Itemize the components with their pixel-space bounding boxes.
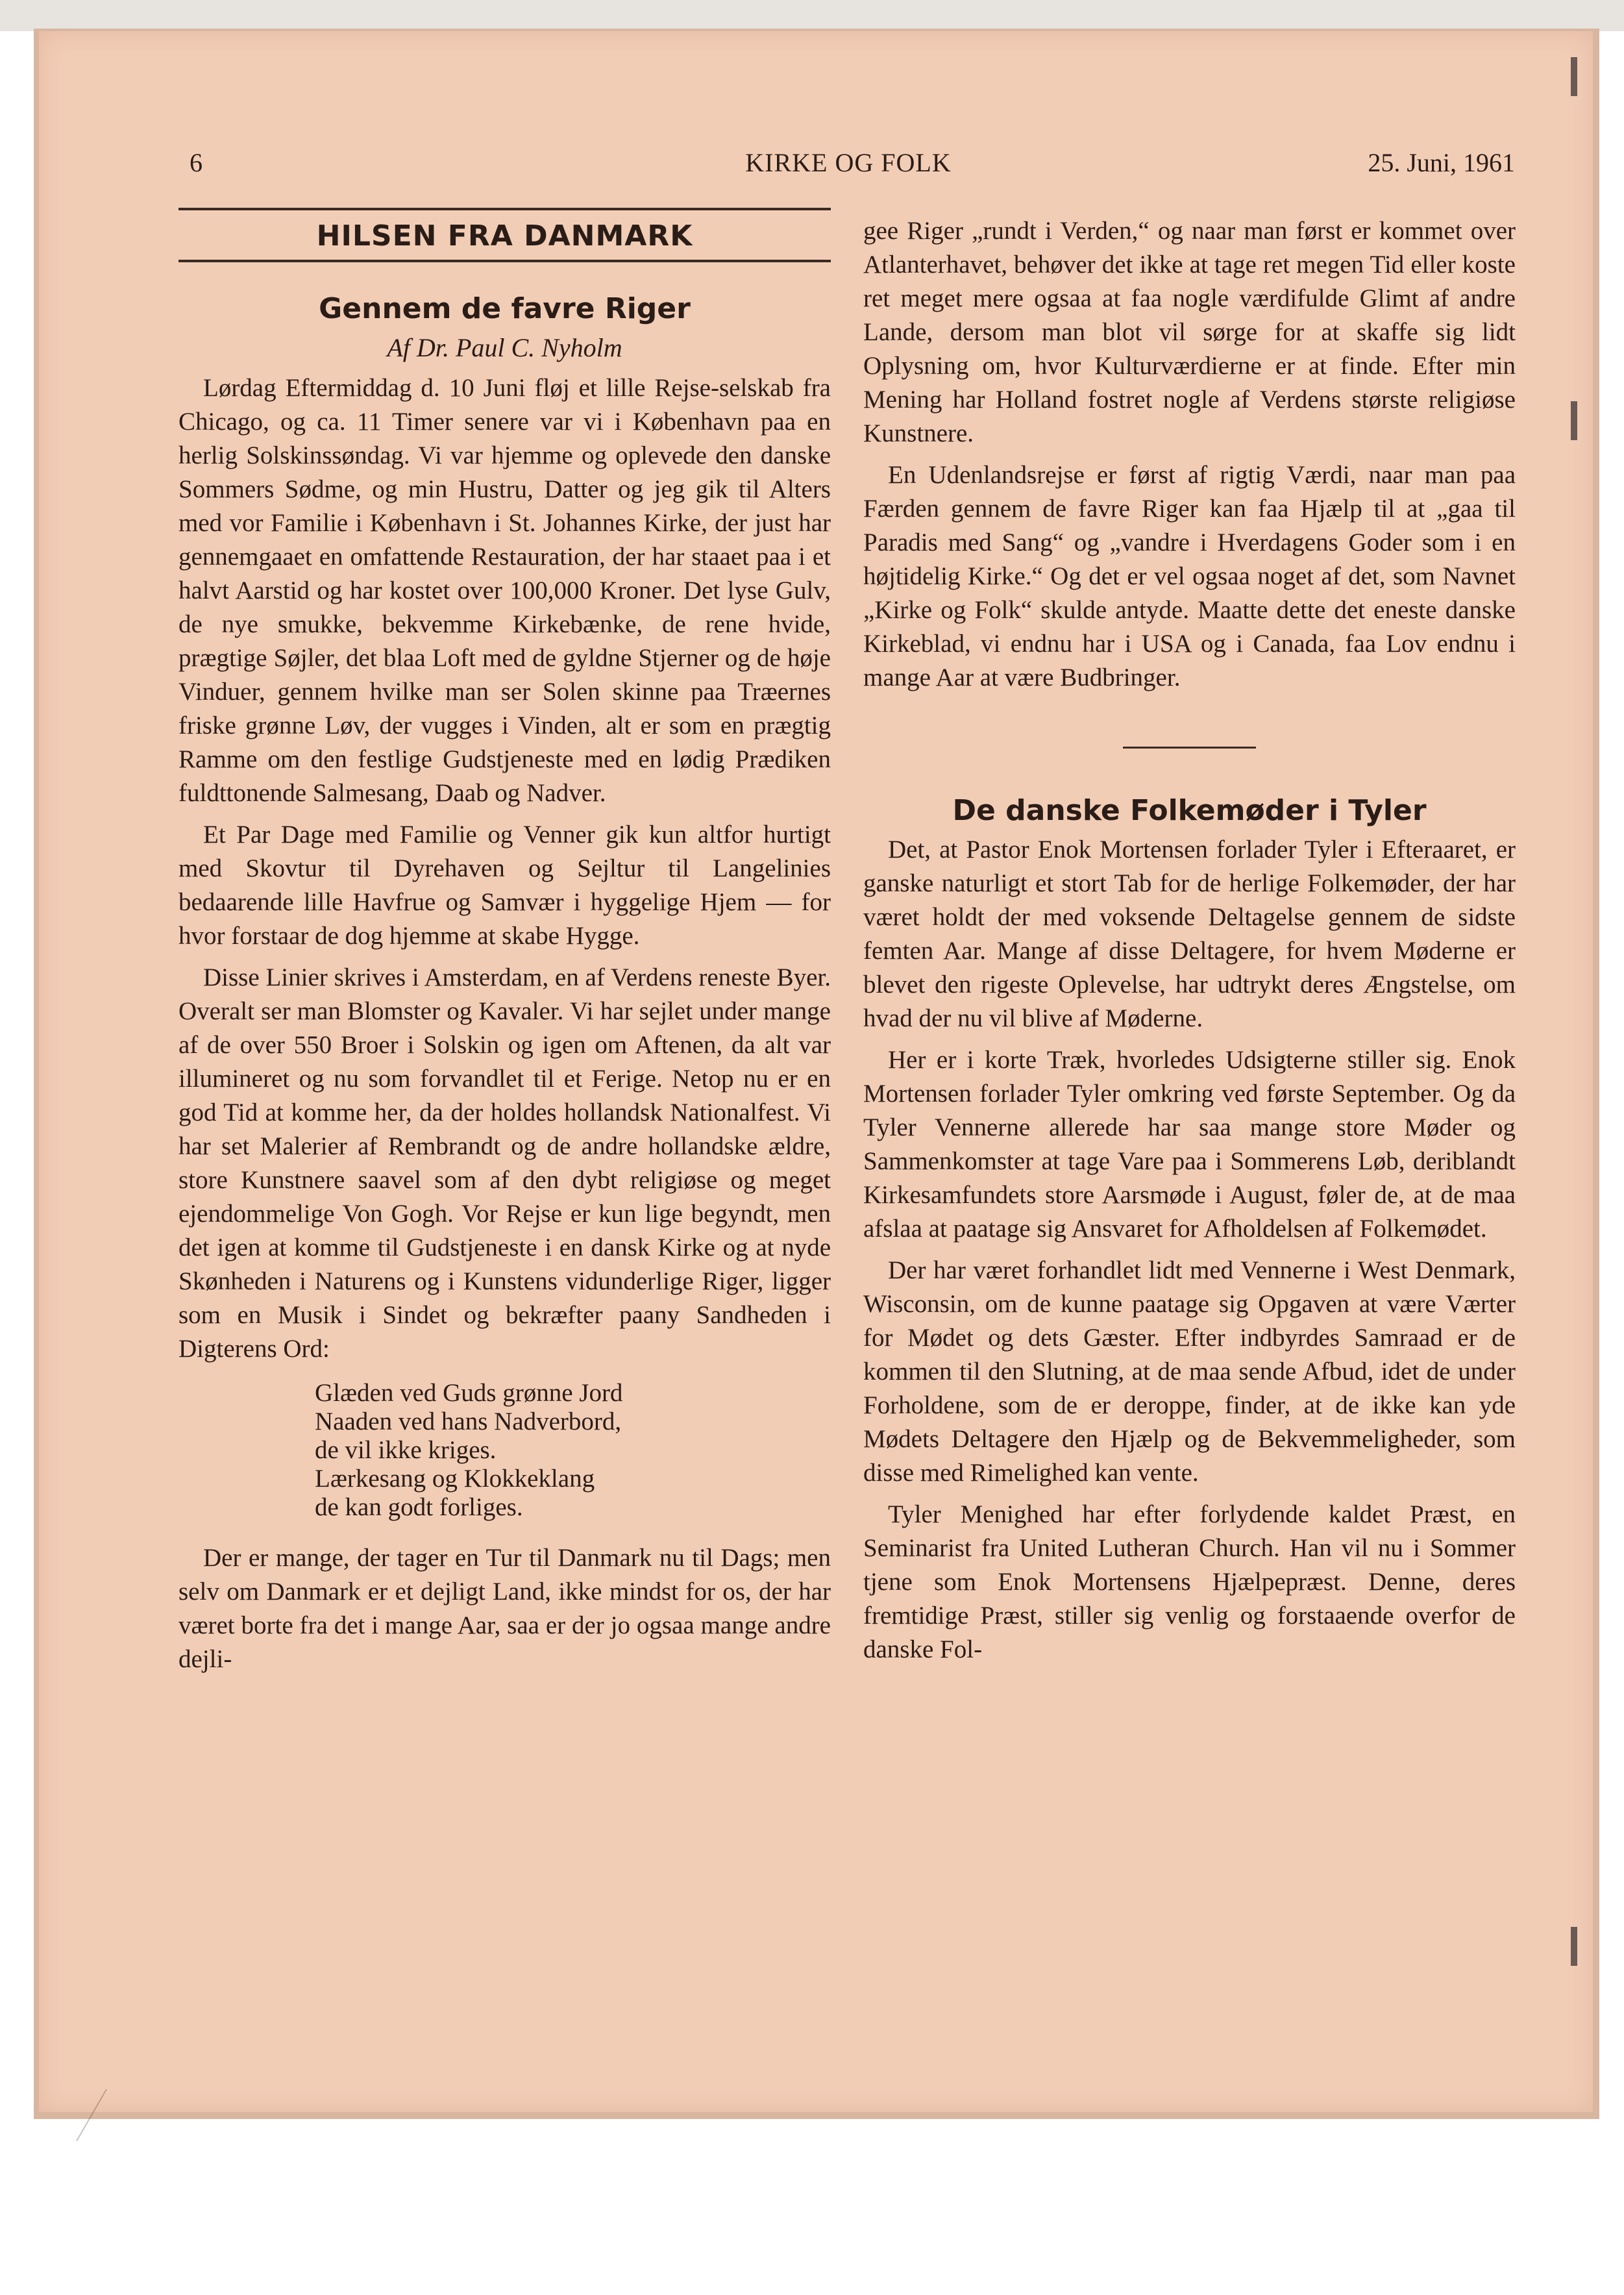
section-title: HILSEN FRA DANMARK: [316, 219, 693, 253]
scanner-bed-top: [0, 0, 1624, 31]
edge-mark: [1571, 1927, 1577, 1966]
article-title: Gennem de favre Riger: [319, 292, 691, 325]
article2-paragraph: Det, at Pastor Enok Mortensen forlader Tyler i Efteraaret, er ganske naturligt et stort Tab for de herlige Folkemøder, der har været holdt der med voksende Deltagelse gennem de sidste femten Aar. Mange af disse Deltagere, for hvem Møderne er blevet den rigeste Oplevelse, har udtrykt deres Ængstelse, om hvad der nu vil blive af Møderne.: [863, 836, 1516, 1032]
poem-quote: [315, 1379, 831, 1522]
article-paragraph: Lørdag Eftermiddag d. 10 Juni fløj et lille Rejse-selskab fra Chicago, og ca. 11 Timer senere var vi i København paa en herlig Solskinssøndag. Vi var hjemme og oplevede den danske Sommers Sødme, og min Hustru, Datter og jeg gik til Alters med vor Familie i København i St. Johannes Kirke, der just har gennemgaaet en omfattende Restauration, der har staaet paa i et halvt Aarstid og har kostet over 100,000 Kroner. Det lyse Gulv, de nye smukke, bekvemme Kirkebænke, de rene hvide, prægtige Søjler, det blaa Loft med de gyldne Stjerner og de høje Vinduer, gennem hvilke man ser Solen skinne paa Træernes friske grønne Løv, der vugges i Vinden, alt er som en prægtig Ramme om den festlige Gudstjeneste med en lødig Prædiken fuldttonende Salmesang, Daab og Nadver.: [178, 374, 831, 807]
section-rule-bottom: [178, 260, 831, 262]
article2-paragraph: Tyler Menighed har efter forlydende kaldet Præst, en Seminarist fra United Lutheran Church. Han vil nu i Sommer tjene som Enok Mortensens Hjælpepræst. Denne, deres fremtidige Præst, stiller sig venlig og forstaaende overfor de danske Fol-: [863, 1500, 1516, 1663]
article-separator: [1123, 747, 1256, 749]
article-byline: Af Dr. Paul C. Nyholm: [387, 333, 622, 362]
left-column: [178, 208, 831, 1684]
poem-line: Glæden ved Guds grønne Jord: [315, 1379, 623, 1407]
article-closing-paragraph: En Udenlandsrejse er først af rigtig Værdi, naar man paa Færden gennem de favre Riger kan faa Hjælp til at „gaa til Paradis med Sang“ og „vandre i Hverdagens Goder som i en højtidelig Kirke.“ Og det er vel ogsaa noget af det, som Navnet „Kirke og Folk“ skulde antyde. Maatte dette det eneste danske Kirkeblad, vi endnu har i USA og i Canada, faa Lov endnu i mange Aar at være Budbringer.: [863, 461, 1516, 691]
page-number: 6: [190, 148, 203, 177]
article2-title: De danske Folkemøder i Tyler: [952, 794, 1427, 827]
edge-mark: [1571, 401, 1577, 440]
poem-line: de vil ikke kriges.: [315, 1436, 497, 1464]
right-column: [863, 214, 1516, 1674]
issue-date: 25. Juni, 1961: [1368, 148, 1515, 177]
article-paragraph: Et Par Dage med Familie og Venner gik kun altfor hurtigt med Skovtur til Dyrehaven og Sejltur til Langelinies bedaarende lille Havfrue og Samvær i hyggelige Hjem — for hvor forstaar de dog hjemme at skabe Hygge.: [178, 821, 831, 950]
running-header: [182, 114, 1515, 177]
article-paragraph-continuation: gee Riger „rundt i Verden,“ og naar man først er kommet over Atlanterhavet, behøver det ikke at tage ret megen Tid eller koste ret meget mere ogsaa at faa nogle værdifulde Glimt af andre Lande, dersom man blot vil sørge for at skaffe sig lidt Oplysning om, hvor Kulturværdierne er at finde. Efter min Mening har Holland fostret nogle af Verdens største religiøse Kunstnere.: [863, 217, 1516, 447]
journal-title: KIRKE OG FOLK: [745, 148, 952, 177]
article2-paragraph: Her er i korte Træk, hvorledes Udsigterne stiller sig. Enok Mortensen forlader Tyler omkring ved første September. Og da Tyler Vennerne allerede har saa mange store Møder og Sammenkomster at tage Vare paa i Sommerens Løb, deriblandt Kirkesamfundets store Aarsmøde i August, føler de, at de maa afslaa at paatage sig Ansvaret for Afholdelsen af Folkemødet.: [863, 1046, 1516, 1243]
poem-line: de kan godt forliges.: [315, 1493, 523, 1521]
article-paragraph-continued: Der er mange, der tager en Tur til Danmark nu til Dags; men selv om Danmark er et dejligt Land, ikke mindst for os, der har været borte fra det i mange Aar, saa er der jo ogsaa mange andre dejli-: [178, 1544, 831, 1673]
edge-mark: [1571, 57, 1577, 96]
article2-paragraph: Der har været forhandlet lidt med Vennerne i West Denmark, Wisconsin, om de kunne paatage sig Opgaven at være Værter for Mødet og dets Gæster. Efter indbyrdes Samraad er de kommen til den Slutning, at de maa sende Afbud, idet de under Forholdene, som de er deroppe, finder, at de ikke kan yde Mødets Deltagere den Hjælp og de Bekvemmeligheder, som disse med Rimelighed kan vente.: [863, 1256, 1516, 1487]
article-paragraph: Disse Linier skrives i Amsterdam, en af Verdens reneste Byer. Overalt ser man Blomster og Kavaler. Vi har sejlet under mange af de over 550 Broer i Solskin og igen om Aftenen, da alt var illumineret og nu som forvandlet til et Ferige. Netop nu er en god Tid at komme her, da der holdes hollandsk Nationalfest. Vi har set Malerier af Rembrandt og de andre hollandske ældre, store Kunstnere saavel som af den dybt religiøse og meget ejendommelige Von Gogh. Vor Rejse er kun lige begyndt, men det igen at komme til Gudstjeneste i en dansk Kirke og at nyde Skønheden i Naturens og i Kunstens vidunderlige Riger, ligger som en Musik i Sindet og bekræfter paany Sandheden i Digterens Ord:: [178, 963, 831, 1363]
poem-line: Naaden ved hans Nadverbord,: [315, 1408, 622, 1435]
poem-line: Lærkesang og Klokkeklang: [315, 1465, 595, 1493]
